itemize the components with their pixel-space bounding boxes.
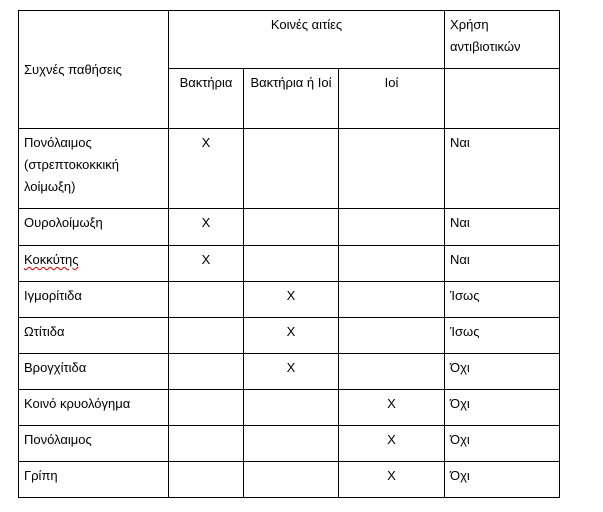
viruses-mark <box>339 246 445 282</box>
sub-header-viruses-label: Ιοί <box>384 75 399 90</box>
table-row <box>19 390 560 426</box>
sub-header-bacteria-or-viruses <box>244 69 339 129</box>
condition-cell: Ουρολοίμωξη <box>19 209 169 246</box>
either-mark <box>244 462 339 498</box>
either-mark: X <box>244 354 339 390</box>
sub-header-bacteria-or-viruses-label: Βακτήρια ή Ιοί <box>250 75 332 90</box>
viruses-mark <box>339 318 445 354</box>
viruses-mark <box>339 282 445 318</box>
viruses-mark <box>339 129 445 209</box>
bacteria-mark: X <box>169 246 244 282</box>
viruses-mark: X <box>339 426 445 462</box>
condition-cell: Ιγμορίτιδα <box>19 282 169 318</box>
conditions-header-cell <box>19 11 169 129</box>
bacteria-mark: X <box>169 129 244 209</box>
condition-cell: Κοινό κρυολόγημα <box>19 390 169 426</box>
table-row <box>19 246 560 282</box>
condition-cell: Βρογχίτιδα <box>19 354 169 390</box>
condition-cell: Πονόλαιμος <box>19 426 169 462</box>
bacteria-mark <box>169 426 244 462</box>
bacteria-mark <box>169 282 244 318</box>
antibiotics-cell: Ναι <box>445 129 560 209</box>
antibiotics-cell: Ίσως <box>445 282 560 318</box>
antibiotics-cell: Όχι <box>445 426 560 462</box>
either-mark: X <box>244 318 339 354</box>
sub-header-bacteria-label: Βακτήρια <box>179 75 233 90</box>
table-row <box>19 426 560 462</box>
viruses-mark: X <box>339 462 445 498</box>
either-mark <box>244 129 339 209</box>
condition-label-spellcheck: Κοκκύτης <box>24 252 79 267</box>
either-mark <box>244 209 339 246</box>
causes-header-cell <box>169 11 445 69</box>
antibiotics-header-cell <box>445 11 560 69</box>
viruses-mark: X <box>339 390 445 426</box>
table-row <box>19 354 560 390</box>
condition-cell: Γρίπη <box>19 462 169 498</box>
antibiotics-cell: Ναι <box>445 246 560 282</box>
either-mark: X <box>244 282 339 318</box>
conditions-table <box>18 10 560 498</box>
condition-cell <box>19 246 169 282</box>
bacteria-mark <box>169 354 244 390</box>
causes-header: Κοινές αιτίες <box>270 17 343 32</box>
sub-header-bacteria <box>169 69 244 129</box>
viruses-mark <box>339 354 445 390</box>
condition-cell: Πονόλαιμος (στρεπτοκοκκική λοίμωξη) <box>19 129 169 209</box>
table-row <box>19 209 560 246</box>
table-row <box>19 129 560 209</box>
table-row <box>19 282 560 318</box>
antibiotics-cell: Όχι <box>445 390 560 426</box>
bacteria-mark <box>169 318 244 354</box>
sub-header-empty <box>445 69 560 129</box>
bacteria-mark: X <box>169 209 244 246</box>
antibiotics-cell: Όχι <box>445 462 560 498</box>
either-mark <box>244 390 339 426</box>
conditions-header: Συχνές παθήσεις <box>24 61 122 77</box>
viruses-mark <box>339 209 445 246</box>
antibiotics-cell: Ναι <box>445 209 560 246</box>
bacteria-mark <box>169 462 244 498</box>
table-row <box>19 318 560 354</box>
antibiotics-cell: Όχι <box>445 354 560 390</box>
bacteria-mark <box>169 390 244 426</box>
either-mark <box>244 246 339 282</box>
condition-cell: Ωτίτιδα <box>19 318 169 354</box>
sub-header-viruses <box>339 69 445 129</box>
antibiotics-cell: Ίσως <box>445 318 560 354</box>
header-row-top <box>19 11 560 69</box>
antibiotics-header: Χρήση αντιβιοτικών <box>450 17 521 54</box>
either-mark <box>244 426 339 462</box>
table-row <box>19 462 560 498</box>
